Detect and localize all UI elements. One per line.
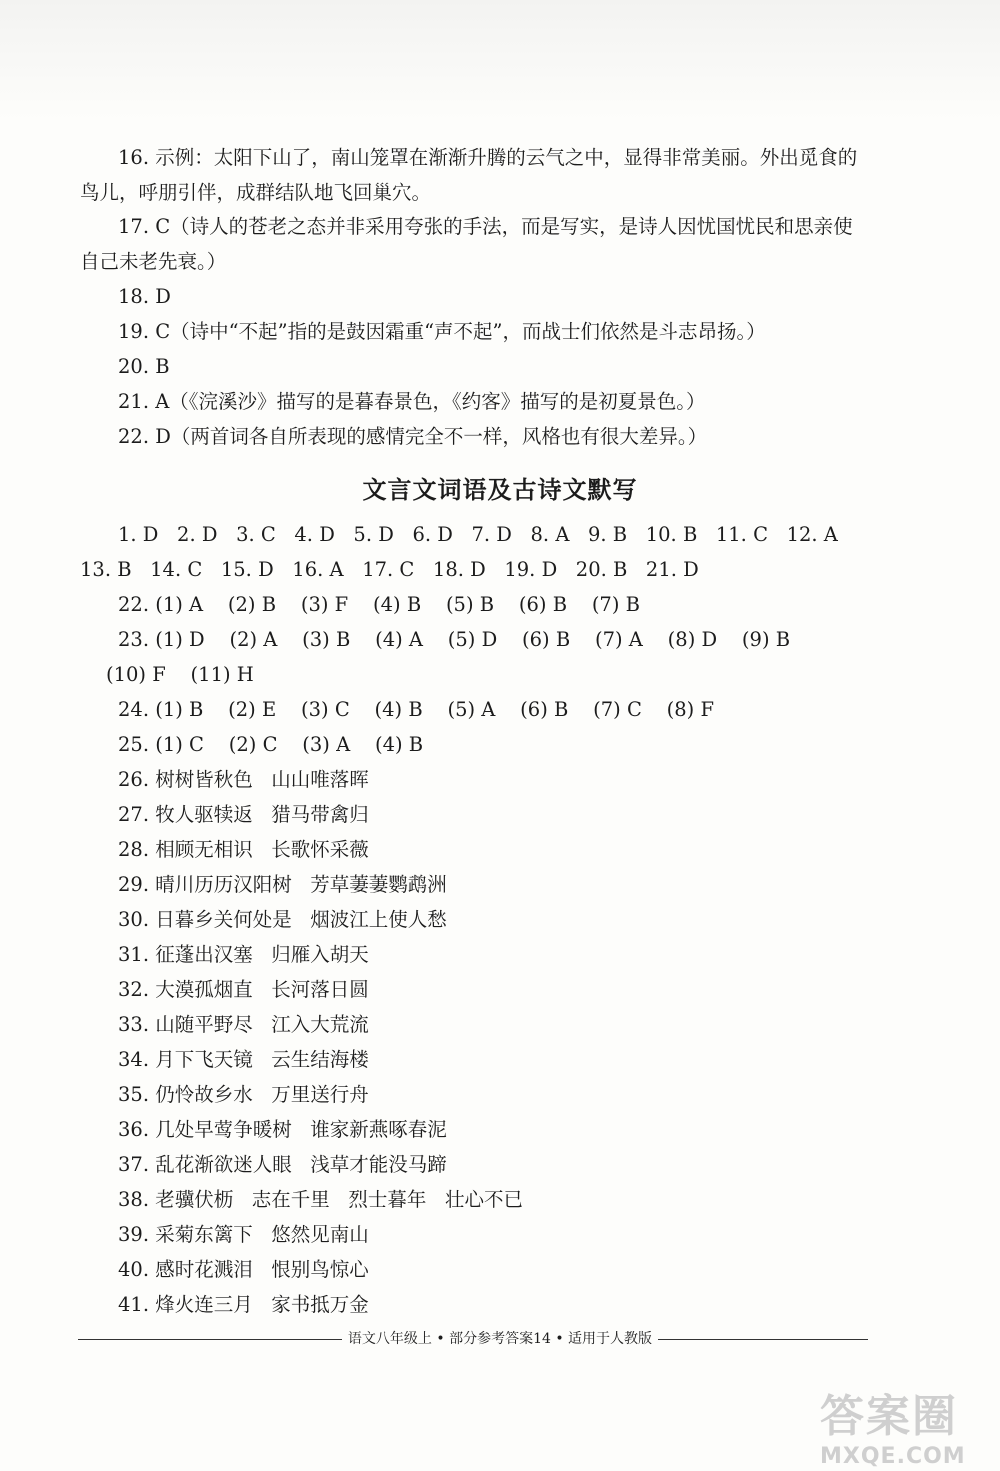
answer-21: 21. A（《浣溪沙》描写的是暮春景色，《约客》描写的是初夏景色。） [118, 390, 706, 413]
answer-31: 31. 征蓬出汉塞 归雁入胡天 [118, 943, 369, 966]
answer-33: 33. 山随平野尽 江入大荒流 [118, 1013, 369, 1036]
answer-17-line-2: 自己未老先衰。） [80, 250, 227, 273]
answer-17-line-1: 17. C（诗人的苍老之态并非采用夸张的手法，而是写实，是诗人因忧国忧民和思亲使 [118, 215, 853, 238]
answer-23-line-1: 23. (1) D (2) A (3) B (4) A (5) D (6) B (7) A (8) D (9) B [118, 628, 791, 651]
footer-text: 语文八年级上 • 部分参考答案14 • 适用于人教版 [342, 1331, 658, 1347]
answer-19: 19. C（诗中“不起”指的是鼓因霜重“声不起”，而战士们依然是斗志昂扬。） [118, 320, 766, 343]
watermark-logo [820, 1380, 995, 1469]
watermark-top: 答案圈 [820, 1391, 958, 1442]
answer-37: 37. 乱花渐欲迷人眼 浅草才能没马蹄 [118, 1153, 447, 1176]
mc-answers-row-1: 1. D 2. D 3. C 4. D 5. D 6. D 7. D 8. A 9. B 10. B 11. C 12. A [118, 523, 838, 546]
answer-18: 18. D [118, 285, 171, 308]
answer-34: 34. 月下飞天镜 云生结海楼 [118, 1048, 369, 1071]
answer-40: 40. 感时花溅泪 恨别鸟惊心 [118, 1258, 369, 1281]
answer-26: 26. 树树皆秋色 山山唯落晖 [118, 768, 369, 791]
answer-22: 22. D（两首词各自所表现的感情完全不一样，风格也有很大差异。） [118, 425, 708, 448]
answer-22b: 22. (1) A (2) B (3) F (4) B (5) B (6) B (7) B [118, 593, 640, 616]
answer-32: 32. 大漠孤烟直 长河落日圆 [118, 978, 369, 1001]
answer-29: 29. 晴川历历汉阳树 芳草萋萋鹦鹉洲 [118, 873, 447, 896]
answer-36: 36. 几处早莺争暖树 谁家新燕啄春泥 [118, 1118, 447, 1141]
answer-16-line-1: 16. 示例：太阳下山了，南山笼罩在渐渐升腾的云气之中，显得非常美丽。外出觅食的 [118, 146, 858, 169]
answer-38: 38. 老骥伏枥 志在千里 烈士暮年 壮心不已 [118, 1188, 523, 1211]
watermark-bottom: MXQE.COM [820, 1444, 966, 1469]
footer [0, 1329, 1000, 1349]
answer-39: 39. 采菊东篱下 悠然见南山 [118, 1223, 369, 1246]
answer-23-line-2: (10) F (11) H [106, 663, 254, 686]
answer-25: 25. (1) C (2) C (3) A (4) B [118, 733, 424, 756]
answer-30: 30. 日暮乡关何处是 烟波江上使人愁 [118, 908, 447, 931]
answer-27: 27. 牧人驱犊返 猎马带禽归 [118, 803, 369, 826]
answer-24: 24. (1) B (2) E (3) C (4) B (5) A (6) B (7) C (8) F [118, 698, 715, 721]
answer-35: 35. 仍怜故乡水 万里送行舟 [118, 1083, 369, 1106]
mc-answers-row-2: 13. B 14. C 15. D 16. A 17. C 18. D 19. D 20. B 21. D [80, 558, 699, 581]
scan-shadow [0, 0, 1000, 120]
answer-41: 41. 烽火连三月 家书抵万金 [118, 1293, 369, 1316]
answer-16-line-2: 鸟儿，呼朋引伴，成群结队地飞回巢穴。 [80, 181, 432, 204]
answer-20: 20. B [118, 355, 170, 378]
answer-28: 28. 相顾无相识 长歌怀采薇 [118, 838, 369, 861]
section-title: 文言文词语及古诗文默写 [362, 476, 638, 504]
